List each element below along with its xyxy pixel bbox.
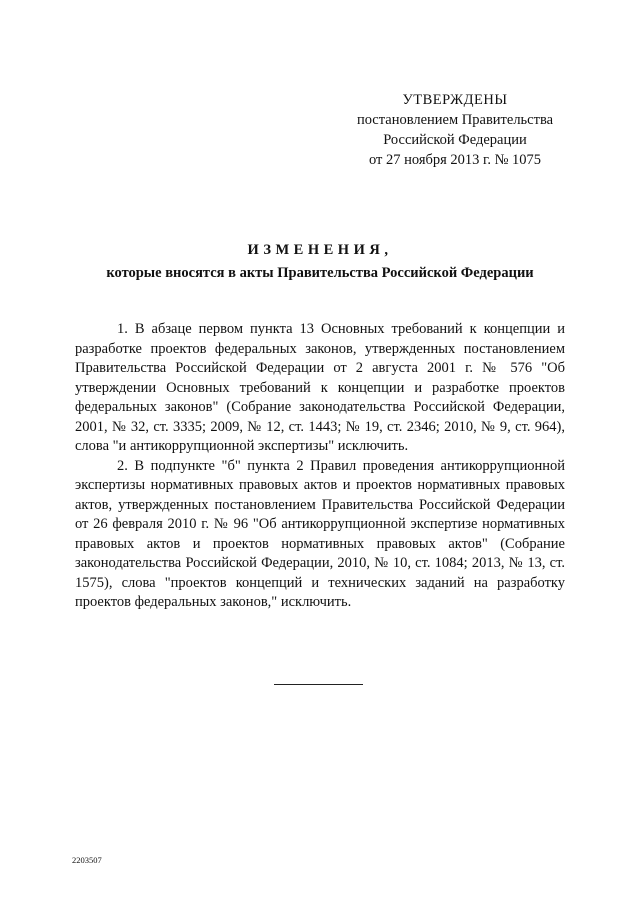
approval-block — [340, 90, 570, 170]
paragraph-1: 1. В абзаце первом пункта 13 Основных требований к концепции и разработке проектов федеральных законов, утвержденных постановлением Правительства Российской Федерации от 2 августа 2001 г. № 576 "Об утверждении Основных требований к концепции и разработке проектов федеральных законов" (Собрание законодательства Российской Федерации, 2001, № 32, ст. 3335; 2009, № 12, ст. 1443; № 19, ст. 2346; 2010, № 9, ст. 964), слова "и антикоррупционной экспертизы" исключить. — [75, 321, 565, 454]
document-heading — [70, 240, 570, 283]
approval-line-federation: Российской Федерации — [383, 132, 527, 148]
document-code: 2203507 — [72, 855, 102, 865]
closing-divider — [274, 684, 363, 685]
approved-heading: УТВЕРЖДЕНЫ — [402, 92, 508, 108]
paragraph-2: 2. В подпункте "б" пункта 2 Правил проведения антикоррупционной экспертизы нормативных правовых актов и проектов нормативных правовых актов, утвержденных постановлением Правительства Российской Федерации от 26 февраля 2010 г. № 96 "Об антикоррупционной экспертизе нормативных правовых актов и проектов нормативных правовых актов" (Собрание законодательства Российской Федерации, 2010, № 10, ст. 1084; 2013, № 13, ст. 1575), слова "проектов концепций и технических заданий на разработку проектов федеральных законов," исключить. — [75, 457, 565, 610]
document-title: ИЗМЕНЕНИЯ, — [247, 242, 393, 258]
approval-line-date: от 27 ноября 2013 г. № 1075 — [368, 152, 542, 168]
document-body — [75, 320, 565, 613]
approval-line-decree: постановлением Правительства — [356, 112, 554, 128]
document-subtitle: которые вносятся в акты Правительства Российской Федерации — [106, 265, 534, 281]
